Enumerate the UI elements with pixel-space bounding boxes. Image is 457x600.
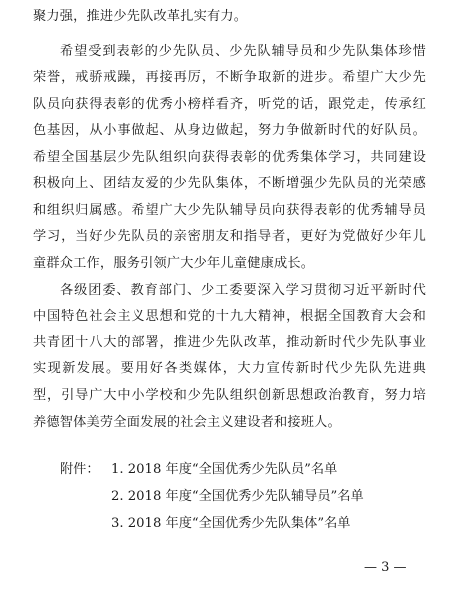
paragraph-line: 希望受到表彰的少先队员、少先队辅导员和少先队集体珍惜 <box>60 44 426 59</box>
paragraph-line: 荣誉，戒骄戒躁，再接再厉，不断争取新的进步。希望广大少先 <box>33 70 426 85</box>
paragraph-line: 希望全国基层少先队组织向获得表彰的优秀集体学习，共同建设 <box>33 150 426 165</box>
attachment-item: 1. 2018 年度“全国优秀少先队员”名单 <box>111 462 338 477</box>
page-number: — 3 — <box>364 560 407 575</box>
paragraph-line: 色基因，从小事做起、从身边做起，努力争做新时代的好队员。 <box>33 123 426 138</box>
paragraph-line: 聚力强，推进少先队改革扎实有力。 <box>33 9 248 24</box>
paragraph-line: 养德智体美劳全面发展的社会主义建设者和接班人。 <box>33 415 341 430</box>
paragraph-line: 型，引导广大中小学校和少先队组织创新思想政治教育，努力培 <box>33 388 426 403</box>
attachment-item: 2. 2018 年度“全国优秀少先队辅导员”名单 <box>111 489 364 504</box>
paragraph-line: 童群众工作，服务引领广大少年儿童健康成长。 <box>33 256 315 271</box>
paragraph-line: 学习，当好少先队员的亲密朋友和指导者，更好为党做好少年儿 <box>33 229 426 244</box>
paragraph-line: 积极向上、团结友爱的少先队集体，不断增强少先队员的光荣感 <box>33 176 426 191</box>
paragraph-line: 中国特色社会主义思想和党的十九大精神，根据全国教育大会和 <box>33 309 426 324</box>
paragraph-line: 队员向获得表彰的优秀小榜样看齐，听党的话，跟党走，传承红 <box>33 97 426 112</box>
attachment-item: 3. 2018 年度“全国优秀少先队集体”名单 <box>111 516 351 531</box>
paragraph-line: 实现新发展。要用好各类媒体，大力宣传新时代少先队先进典 <box>33 361 426 376</box>
paragraph-line: 共青团十八大的部署，推进少先队改革，推动新时代少先队事业 <box>33 335 426 350</box>
paragraph-line: 和组织归属感。希望广大少先队辅导员向获得表彰的优秀辅导员 <box>33 203 426 218</box>
paragraph-line: 各级团委、教育部门、少工委要深入学习贯彻习近平新时代 <box>60 283 426 298</box>
attachments-label: 附件： <box>60 462 100 477</box>
